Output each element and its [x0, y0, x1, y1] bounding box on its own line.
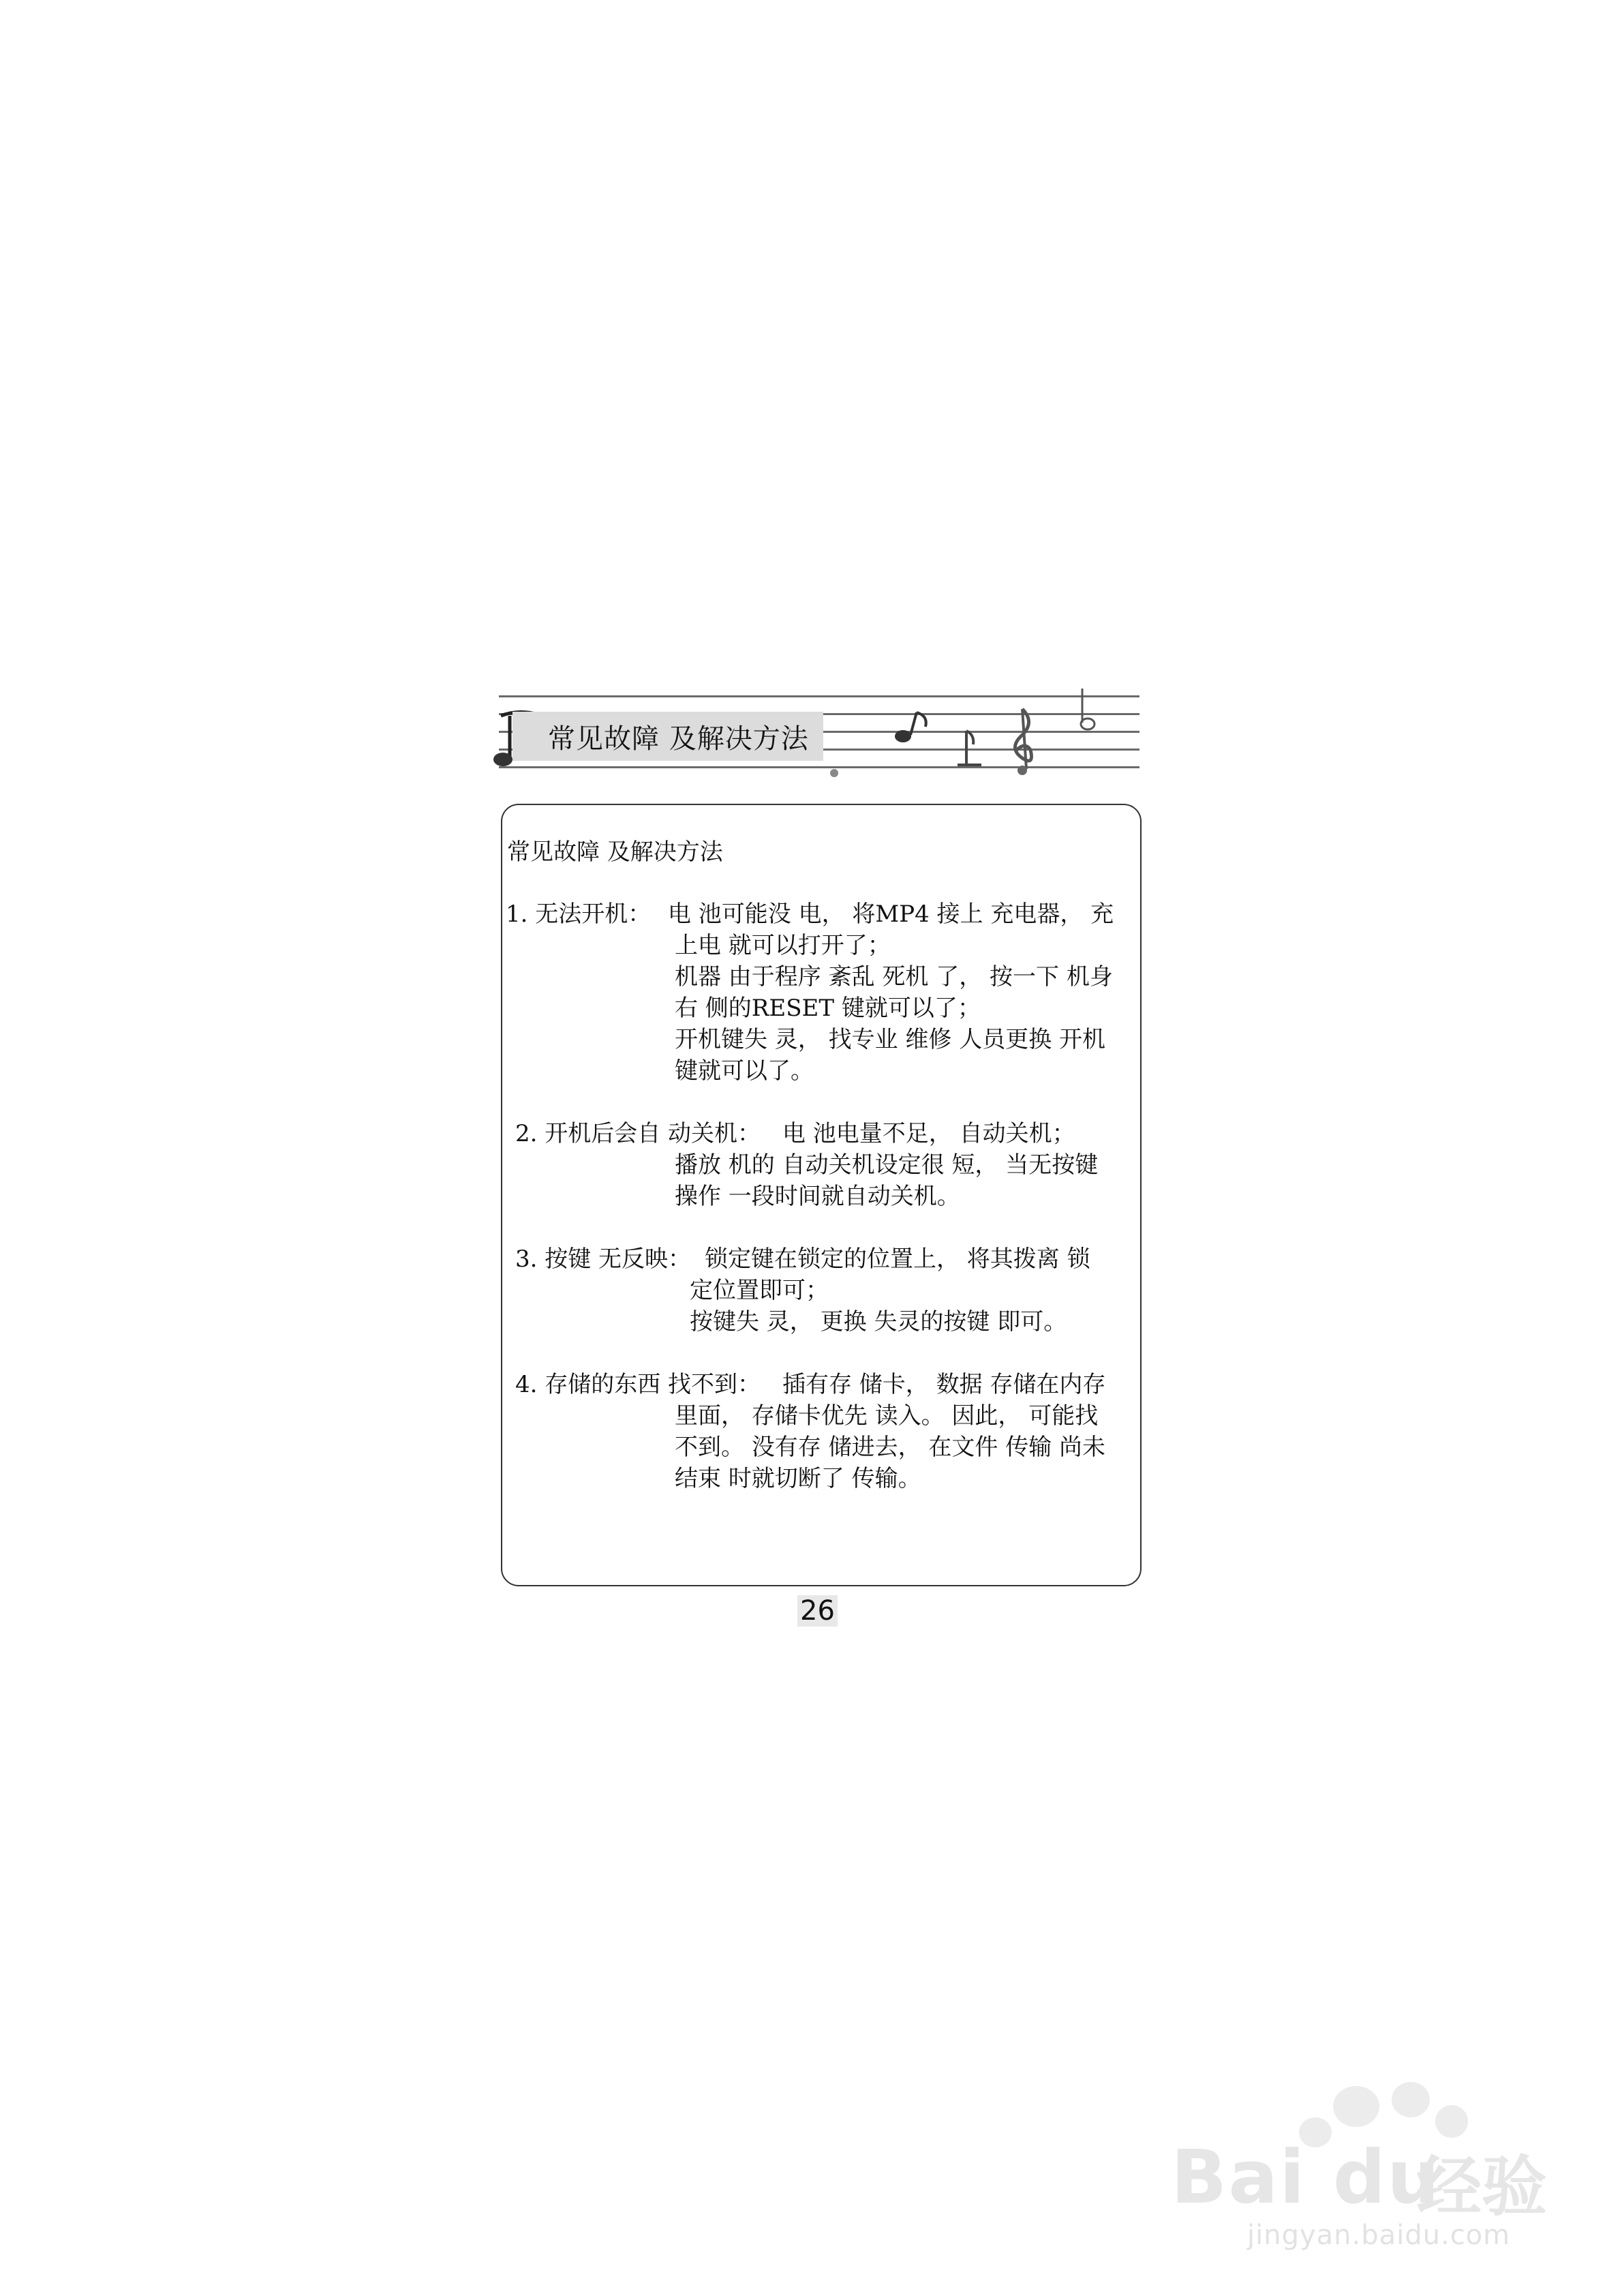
- item-line: 右 侧的RESET 键就可以了；: [675, 995, 981, 1022]
- item-line: 插有存 储卡， 数据 存储在内存: [782, 1371, 1106, 1398]
- section-title: 常见故障 及解决方法: [507, 839, 723, 866]
- baidu-watermark: [1152, 2059, 1574, 2263]
- item-line: 电 池电量不足， 自动关机；: [782, 1120, 1075, 1147]
- item-line: 里面， 存储卡优先 读入。 因此， 可能找: [675, 1402, 1099, 1430]
- item-label: 4. 存储的东西 找不到：: [515, 1371, 761, 1398]
- item-line: 播放 机的 自动关机设定很 短， 当无按键: [675, 1151, 1099, 1179]
- watermark-brand: Bai du: [1171, 2135, 1441, 2220]
- item-line: 结束 时就切断了 传输。: [675, 1465, 921, 1492]
- item-line: 操作 一段时间就自动关机。: [675, 1183, 960, 1210]
- half-note-icon: [1081, 689, 1095, 729]
- sixteenth-note-icon: [958, 731, 981, 765]
- watermark-url: jingyan.baidu.com: [1247, 2220, 1511, 2251]
- music-notes-decoration: [0, 0, 1622, 818]
- page-title: 常见故障 及解决方法: [548, 723, 809, 755]
- item-label: 2. 开机后会自 动关机：: [515, 1120, 761, 1147]
- item-label: 1. 无法开机：: [506, 901, 652, 928]
- item-line: 键就可以了。: [675, 1057, 814, 1085]
- item-line: 开机键失 灵， 找专业 维修 人员更换 开机: [675, 1026, 1106, 1053]
- header-title-box: [512, 712, 823, 761]
- item-line: 锁定键在锁定的位置上， 将其拨离 锁: [705, 1245, 1090, 1273]
- eighth-note-icon: [895, 712, 926, 742]
- item-line: 定位置即可；: [690, 1277, 829, 1304]
- page-number: 26: [797, 1595, 838, 1627]
- item-line: 按键失 灵， 更换 失灵的按键 即可。: [690, 1308, 1067, 1335]
- item-line: 上电 就可以打开了；: [675, 932, 891, 959]
- item-label: 3. 按键 无反映：: [515, 1245, 692, 1273]
- item-line: 机器 由于程序 紊乱 死机 了， 按一下 机身: [675, 963, 1113, 991]
- staff-dot: [830, 769, 838, 777]
- watermark-brand-cn: 经验: [1416, 2149, 1547, 2225]
- item-line: 不到。 没有存 储进去， 在文件 传输 尚未: [675, 1434, 1106, 1461]
- treble-clef-icon: [1015, 709, 1031, 775]
- item-line: 电 池可能没 电， 将MP4 接上 充电器， 充: [668, 901, 1114, 928]
